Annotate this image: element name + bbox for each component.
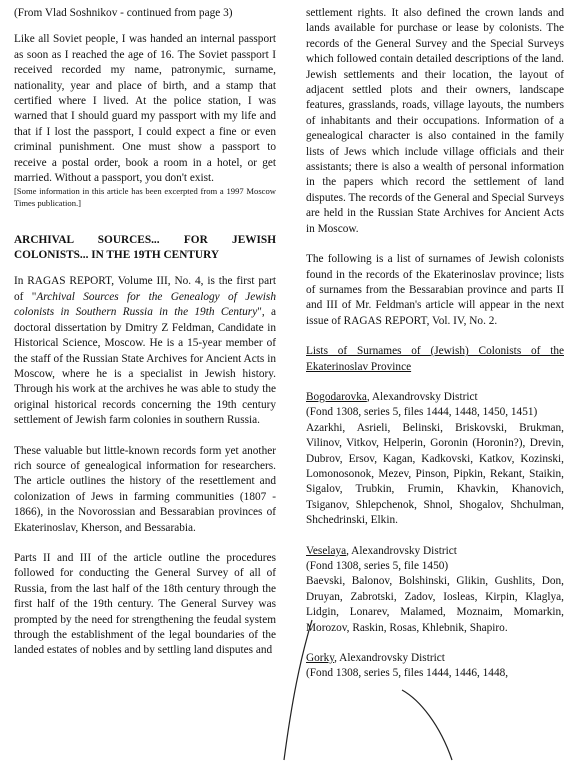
surname-list: Baevski, Balonov, Bolshinski, Glikin, Gushlits, Don, Druyan, Zabrotski, Zadov, Iosleas, Kirpin, Klaglya, Lidgin, Lonarev, Malamed, Moznaim, Momarkin, Morozov, Raskin, Rosas, Khlebnik, Shapiro. (306, 575, 564, 634)
source-note: [Some information in this article has been excerpted from a 1997 Moscow Times publication.] (14, 186, 276, 208)
place-name: Bogodarovka (306, 390, 367, 403)
passport-paragraph: Like all Soviet people, I was handed an internal passport as soon as I reached the age of 16. The Soviet passport I received recorded my name, patronymic, surname, nationality, year and place of birth, and a stamp that certified where I lived. At the police station, I was warned that I should guard my passport with my life and that if I lost the passport, I could expect a fine or even criminal punishment. One must show a passport to receive a postal order, book a room in a hotel, or get married. Without a passport, you don't exist. (14, 33, 276, 185)
entry-heading (306, 651, 564, 666)
continuation-note: (From Vlad Soshnikov - continued from page 3) (14, 7, 233, 19)
ragas-intro: In RAGAS REPORT, Volume III, No. 4, is the first part of " (14, 275, 276, 303)
records-paragraph: These valuable but little-known records form yet another rich source of genealogical information for researchers. The article outlines the history of the resettlement and colonization of Jews in farming communities (1807 - 1866), in the Novorossian and Bessarabian provinces of Ekaterinoslav, Kherson, and Bessarabia. (14, 444, 276, 534)
left-column (14, 6, 276, 659)
ragas-paragraph (14, 274, 276, 428)
surname-intro-paragraph: The following is a list of surnames of Jewish colonists found in the records of the Ekaterinoslav province; lists of surnames from the Bessarabian province and parts II and III of Mr. Feldman's article will appear in the next issue of RAGAS REPORT, Vol. IV, No. 2. (306, 253, 564, 327)
entry-heading (306, 390, 564, 405)
entry-veselaya (306, 544, 564, 636)
fond-reference: (Fond 1308, series 5, file 1450) (306, 560, 449, 572)
pen-stroke-right (402, 690, 452, 760)
place-name: Gorky (306, 652, 335, 665)
fond-reference: (Fond 1308, series 5, files 1444, 1448, 1450, 1451) (306, 406, 538, 419)
surname-list-title: Lists of Surnames of (Jewish) Colonists of the Ekaterinoslav Province (306, 345, 564, 373)
entry-heading (306, 544, 564, 559)
settlement-paragraph: settlement rights. It also defined the crown lands and lands available for purchase or lease by colonists. The records of the General Survey and the Special Surveys which followed contain detailed descriptions of the land. Jewish settlements and their location, the layout of adjacent settled plots and their owners, landscape features, grasslands, roads, village layouts, the numbers of inhabitants and their occupations. Information of a genealogical character is also contained in the family lists of Jews which include village officials and their assistants; there is also a wealth of personal information in the papers which record the settlement of land disputes. The records of the General and Special Surveys are held in the Russian State Archives for Ancient Acts in Moscow. (306, 7, 564, 235)
fond-reference: (Fond 1308, series 5, files 1444, 1446, 1448, (306, 667, 509, 680)
district-name: , Alexandrovsky District (334, 652, 445, 665)
ragas-rest: ", a doctoral dissertation by Dmitry Z Feldman, Candidate in Historical Science, Moscow. He is a 15-year member of the staff of the Russian State Archives for Ancient Acts in Moscow, where he is a specialist in Jewish history. Through his work at the archives he was able to study the original historical records concerning the 19th century settlement of Jewish farm colonies in southern Russia. (14, 306, 276, 427)
district-name: , Alexandrovsky District (366, 390, 478, 403)
general-survey-paragraph: Parts II and III of the article outline the procedures followed for conducting the General Survey of all of Russia, from the last half of the 18th century through the first half of the 19th century. The General Survey was prompted by the need for strengthening the feudal system through the establishment of the legal boundaries of the landed estates of nobles and by settling land disputes and (14, 551, 276, 657)
place-name: Veselaya (306, 544, 347, 557)
dissertation-title: Archival Sources for the Genealogy of Jewish colonists in Southern Russia in the 19th Century (14, 290, 276, 319)
article-heading: ARCHIVAL SOURCES... FOR JEWISH COLONISTS... IN THE 19TH CENTURY (14, 234, 276, 262)
entry-bogodarovka (306, 390, 564, 529)
right-column (306, 6, 564, 682)
surname-list: Azarkhi, Asrieli, Belinski, Briskovski, Brukman, Vilinov, Vitkov, Helperin, Goronin (Horonin?), Drevin, Dubrov, Ersov, Kagan, Kadkovski, Katkov, Kozinski, Lomonosonok, Mezev, Pinson, Pipkin, Rekant, Staikin, Sigalov, Trubkin, Frumin, Khavkin, Khanovich, Tsiganov, Shlepchenok, Shnol, Shogalov, Shchulman, Shchedrinski, Elkin. (306, 421, 564, 527)
district-name: , Alexandrovsky District (346, 544, 457, 557)
entry-gorky (306, 651, 564, 682)
